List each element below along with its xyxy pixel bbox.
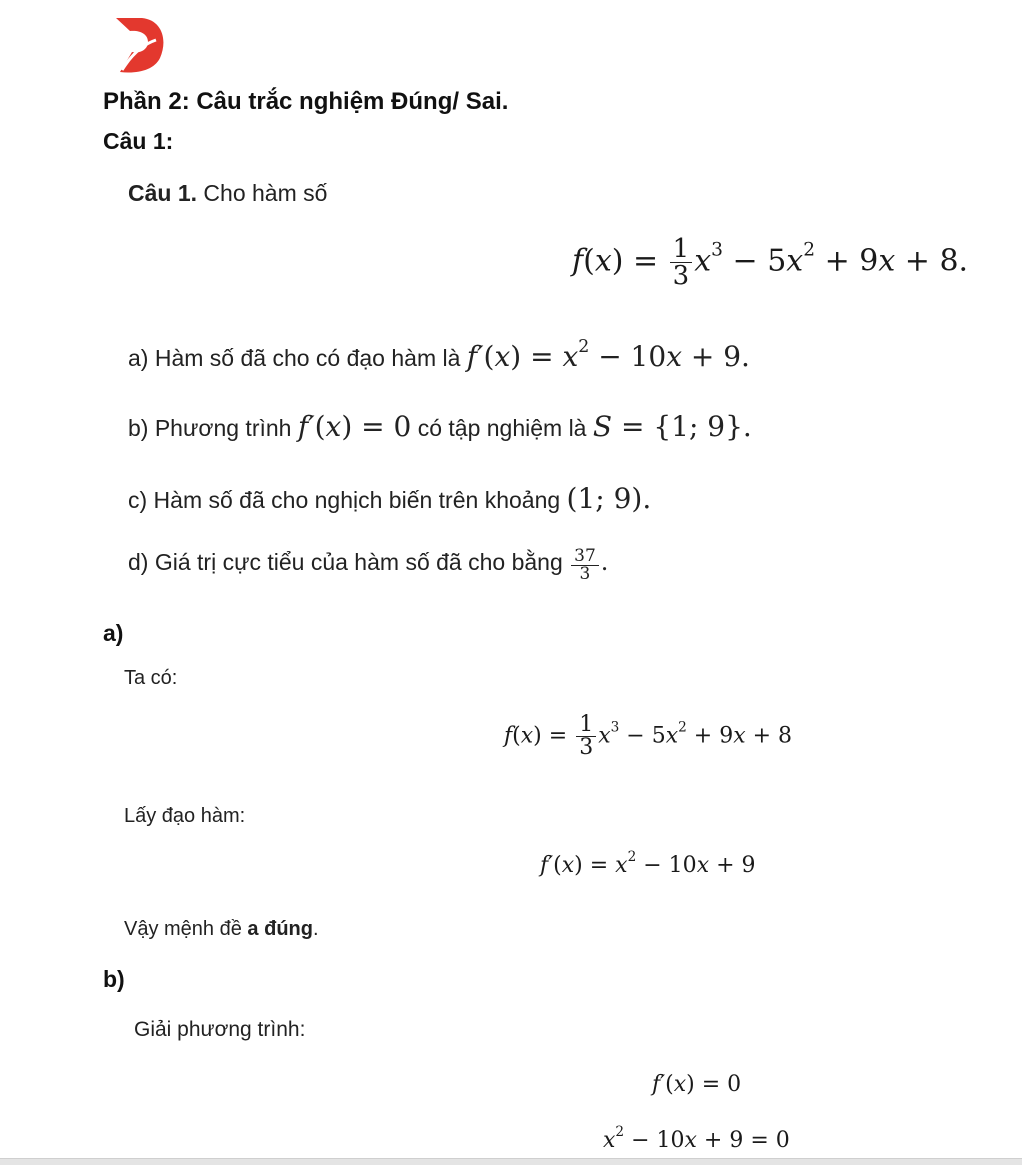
statement-c-text: c) Hàm số đã cho nghịch biến trên khoảng <box>128 487 561 513</box>
lay-dao-ham-text: Lấy đạo hàm: <box>124 805 246 827</box>
brand-logo-icon <box>112 14 168 74</box>
problem-intro-bold: Câu 1. <box>128 180 198 206</box>
statement-d: d) Giá trị cực tiểu của hàm số đã cho bằng $\frac{37}{3}$ . <box>128 546 609 584</box>
derivative-equation: $f'(x) = x^2 - 10x + 9$ <box>540 849 756 878</box>
statement-a: a) Hàm số đã cho có đạo hàm là $f'(x) = x^2 - 10x + 9$. <box>128 337 750 373</box>
statement-b-text1: b) Phương trình <box>128 415 292 441</box>
conclusion-a <box>124 918 319 941</box>
solution-function-equation: f(x) = $\frac{1}{3}$ $x^3 - 5x^2 + 9x + 8$ <box>504 712 793 760</box>
quadratic-equation-partial: $x^2 - 10x + 9 = 0$ <box>603 1124 790 1153</box>
conclusion-a-bold: a đúng <box>247 918 313 940</box>
statement-c: c) Hàm số đã cho nghịch biến trên khoảng (1; 9). <box>128 482 652 515</box>
question-label: Câu 1: <box>103 128 174 154</box>
derivative-zero-equation: f′(x) = 0 <box>652 1072 742 1097</box>
problem-intro <box>128 180 327 207</box>
conclusion-a-prefix: Vậy mệnh đề <box>124 918 248 940</box>
solution-b-label: b) <box>103 966 125 992</box>
statement-d-text: d) Giá trị cực tiểu của hàm số đã cho bằng <box>128 549 563 575</box>
problem-intro-text: Cho hàm số <box>197 180 328 206</box>
main-function-equation: f(x) = $\frac{1}{3}$ $x^3 - 5x^2 + 9x + 8$. <box>572 234 969 291</box>
section-title: Phần 2: Câu trắc nghiệm Đúng/ Sai. <box>103 88 509 115</box>
statement-b: b) Phương trình f′(x) = 0 có tập nghiệm là S = {1; 9}. <box>128 410 752 443</box>
conclusion-a-suffix: . <box>312 918 319 940</box>
giai-phuong-trinh-text: Giải phương trình: <box>134 1018 306 1041</box>
statement-b-text2: có tập nghiệm là <box>417 415 587 441</box>
statement-a-text: a) Hàm số đã cho có đạo hàm là <box>128 345 461 371</box>
ta-co-text: Ta có: <box>124 667 178 689</box>
solution-a-label: a) <box>103 620 124 646</box>
